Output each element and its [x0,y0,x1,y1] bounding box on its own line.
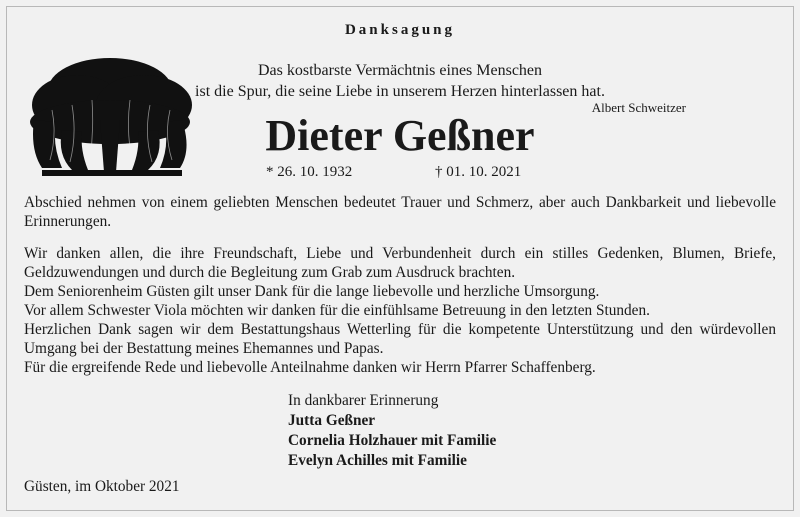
quote-line-1: Das kostbarste Vermächtnis eines Menschen [257,62,543,79]
quote-line-2: ist die Spur, die seine Liebe in unserem Herzen hinterlassen hat. [195,83,605,100]
signer-name: Evelyn Achilles mit Familie [288,452,467,469]
signer-name: Jutta Geßner [288,412,376,429]
signer-name: Cornelia Holzhauer mit Familie [288,432,497,449]
thanks-line: Herzlichen Dank sagen wir dem Bestattungshaus Wetterling für die kompetente Unterstützung und den würdevollen Umgang bei der Bestattung meines Ehemannes und Papas. [24,321,776,357]
signers-lead: In dankbarer Erinnerung [288,392,439,409]
intro-paragraph: Abschied nehmen von einem geliebten Menschen bedeutet Trauer und Schmerz, aber auch Dankbarkeit und liebevolle Erinnerungen. [24,194,776,230]
thanks-line: Für die ergreifende Rede und liebevolle Anteilnahme danken wir Herrn Pfarrer Schaffenberg. [24,359,596,376]
birth-date: * 26. 10. 1932 [266,164,353,180]
thanks-line: Vor allem Schwester Viola möchten wir danken für die einfühlsame Betreuung in den letzten Stunden. [24,302,650,319]
quote [160,60,640,102]
thanks-line: Wir danken allen, die ihre Freundschaft, Liebe und Verbundenheit durch ein stilles Gedenken, Blumen, Briefe, Geldzuwendungen und durch die Begleitung zum Grab zum Ausdruck brachten. [24,245,776,281]
quote-author: Albert Schweitzer [591,100,686,115]
death-date: † 01. 10. 2021 [435,164,522,180]
thanks-line: Dem Seniorenheim Güsten gilt unser Dank für die lange liebevolle und herzliche Umsorgung. [24,283,600,300]
notice-heading: Danksagung [344,22,456,38]
signers-block [288,391,496,471]
place-and-date: Güsten, im Oktober 2021 [24,478,180,495]
thanks-paragraph [24,244,776,377]
deceased-name: Dieter Geßner [265,111,535,160]
